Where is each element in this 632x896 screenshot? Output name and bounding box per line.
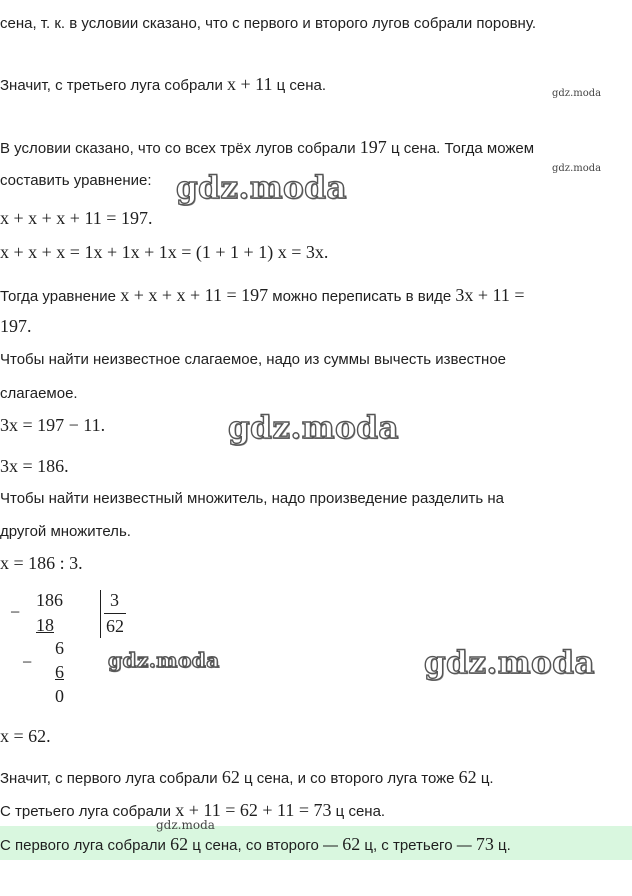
text-line-14: другой множитель. [0,523,131,540]
division-dividend: 186 [36,590,63,610]
text-line-10: слагаемое. [0,385,78,402]
math-expression: 3x + 11 = [455,285,525,305]
text-line-7: Тогда уравнение x + x + x + 11 = 197 можно переписать в виде 3x + 11 = [0,285,525,305]
equation-6: x = 62. [0,726,51,746]
division-divisor: 3 [110,590,119,610]
text-line-4: составить уравнение: [0,172,152,189]
math-number: 62 [342,834,361,854]
math-number: 197 [359,137,387,157]
watermark-small: gdz.moda [552,88,602,99]
text-line-13: Чтобы найти неизвестный множитель, надо произведение разделить на [0,490,504,507]
math-expression: x + 11 = 62 + 11 = 73 [175,800,332,820]
division-minus-sign: − [22,652,33,672]
division-remainder-1: 6 [55,638,64,658]
equation-2: x + x + x = 1x + 1x + 1x = (1 + 1 + 1) x = 3x. [0,242,329,262]
math-number: 62 [170,834,189,854]
answer-text: С первого луга собрали 62 ц сена, со второго — 62 ц, с третьего — 73 ц. [0,834,511,854]
math-expression: x + x + x + 11 = 197 [120,285,269,305]
division-vertical-line [100,590,101,638]
text-line-2: Значит, с третьего луга собрали x + 11 ц сена. [0,74,327,94]
math-number: 62 [458,767,477,787]
equation-3: 3x = 197 − 11. [0,415,106,435]
watermark: gdz.moda [228,410,399,446]
text-line-8: 197. [0,316,32,336]
math-number: 62 [221,767,240,787]
equation-5: x = 186 : 3. [0,553,83,573]
division-quotient: 62 [106,616,124,636]
text-line-3: В условии сказано, что со всех трёх лугов собрали 197 ц сена. Тогда можем [0,137,535,157]
text-line-9: Чтобы найти неизвестное слагаемое, надо из суммы вычесть известное [0,351,507,368]
watermark-small: gdz.moda [156,818,215,832]
watermark-small: gdz.moda [552,163,602,174]
equation-4: 3x = 186. [0,456,69,476]
math-number: 73 [475,834,494,854]
equation-1: x + x + x + 11 = 197. [0,208,153,228]
division-subtrahend-1: 18 [36,615,54,635]
text-line-18: С третьего луга собрали x + 11 = 62 + 11 = 73 ц сена. [0,800,386,820]
division-minus-sign: − [10,602,21,622]
division-subtrahend-2: 6 [55,662,64,682]
watermark: gdz.moda [176,170,347,206]
division-remainder-2: 0 [55,686,64,706]
math-expression: x + 11 [227,74,273,94]
watermark: gdz.moda [108,648,220,672]
watermark: gdz.moda [424,645,595,681]
division-divisor-line [104,613,126,614]
text-line-1: сена, т. к. в условии сказано, что с первого и второго лугов собрали поровну. [0,15,537,32]
text-line-17: Значит, с первого луга собрали 62 ц сена, и со второго луга тоже 62 ц. [0,767,494,787]
